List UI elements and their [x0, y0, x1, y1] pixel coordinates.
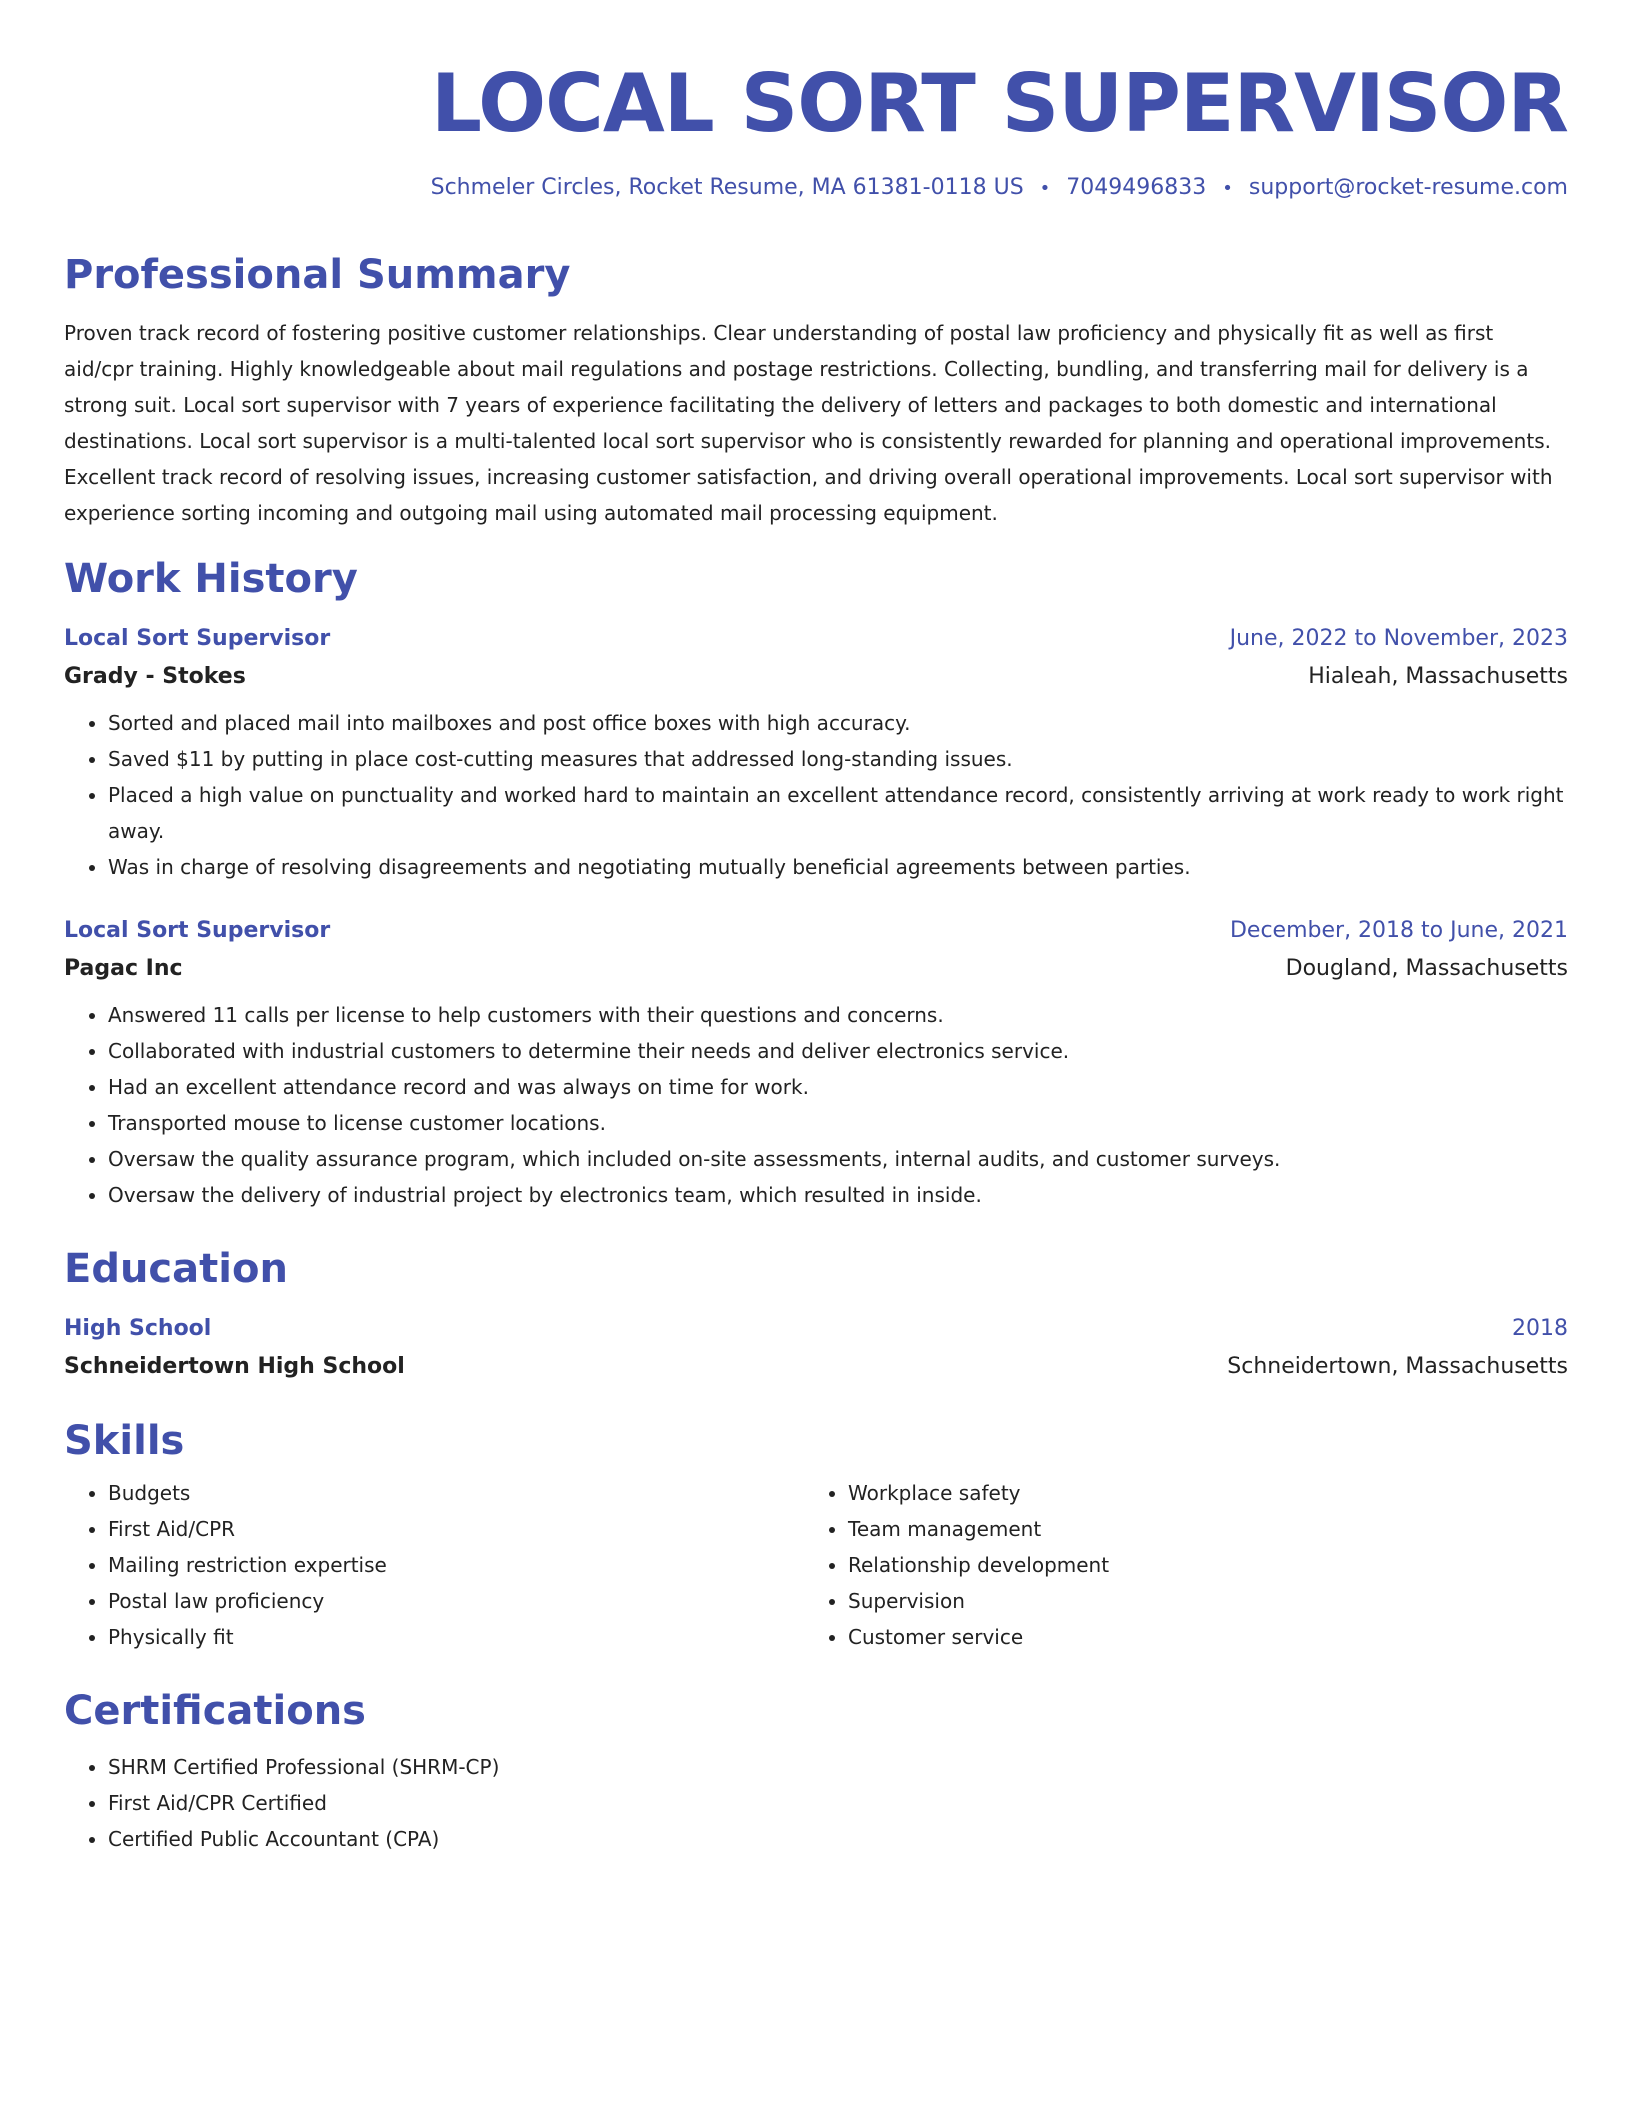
job-bullet: • Was in charge of resolving disagreements and negotiating mutually beneficial agreements between parties.: [108, 849, 1568, 885]
skill-item: • Team management: [848, 1511, 1568, 1547]
job-role: Local Sort Supervisor: [64, 626, 331, 651]
contact-email: support@rocket-resume.com: [1248, 175, 1568, 200]
section-title-work: Work History: [64, 556, 358, 602]
skill-item: • Relationship development: [848, 1547, 1568, 1583]
skill-item: • Budgets: [108, 1475, 804, 1511]
job-bullet: • Placed a high value on punctuality and worked hard to maintain an excellent attendance record, consistently arriving at work ready to work right away.: [108, 777, 1568, 849]
job-bullet: • Oversaw the quality assurance program, which included on-site assessments, internal audits, and customer surveys.: [108, 1141, 1568, 1177]
skills-list: [64, 1475, 1568, 1655]
job-header: [64, 915, 1568, 947]
contact-address: Schmeler Circles, Rocket Resume, MA 61381-0118 US: [430, 175, 1024, 200]
certification-item: • SHRM Certified Professional (SHRM-CP): [108, 1749, 1568, 1785]
job-dates: June, 2022 to November, 2023: [1229, 626, 1568, 651]
education-entry: [64, 1313, 1568, 1383]
contact-separator: •: [1222, 178, 1233, 199]
job-bullet: • Had an excellent attendance record and was always on time for work.: [108, 1069, 1568, 1105]
job-bullet: • Collaborated with industrial customers to determine their needs and deliver electronics service.: [108, 1033, 1568, 1069]
job-bullet: • Oversaw the delivery of industrial project by electronics team, which resulted in inside.: [108, 1177, 1568, 1213]
skill-item: • First Aid/CPR: [108, 1511, 804, 1547]
skills-column-right: [804, 1475, 1568, 1655]
job-bullet: • Transported mouse to license customer locations.: [108, 1105, 1568, 1141]
job-subheader: [64, 655, 1568, 693]
contact-phone: 7049496833: [1066, 175, 1207, 200]
skill-item: • Mailing restriction expertise: [108, 1547, 804, 1583]
job-bullet: • Sorted and placed mail into mailboxes and post office boxes with high accuracy.: [108, 705, 1568, 741]
skill-item: • Supervision: [848, 1583, 1568, 1619]
job-location: Hialeah, Massachusetts: [1308, 664, 1568, 689]
contact-line: [64, 172, 1568, 205]
section-title-education: Education: [64, 1246, 288, 1292]
job-header: [64, 623, 1568, 655]
section-title-summary: Professional Summary: [64, 252, 571, 298]
skill-item: • Physically fit: [108, 1619, 804, 1655]
education-year: 2018: [1512, 1316, 1568, 1341]
skill-item: • Postal law proficiency: [108, 1583, 804, 1619]
skill-item: • Workplace safety: [848, 1475, 1568, 1511]
certification-item: • First Aid/CPR Certified: [108, 1785, 1568, 1821]
job-company: Grady - Stokes: [64, 664, 246, 689]
job-subheader: [64, 947, 1568, 985]
skills-column-left: [64, 1475, 804, 1655]
education-subheader: [64, 1345, 1568, 1383]
certification-item: • Certified Public Accountant (CPA): [108, 1821, 1568, 1857]
job-entry: [64, 915, 1568, 1213]
job-location: Dougland, Massachusetts: [1285, 956, 1568, 981]
section-title-certifications: Certifications: [64, 1688, 366, 1734]
skill-item: • Customer service: [848, 1619, 1568, 1655]
job-role: Local Sort Supervisor: [64, 918, 331, 943]
education-degree: High School: [64, 1316, 212, 1341]
summary-text: Proven track record of fostering positive customer relationships. Clear understanding of postal law proficiency and physically fit as well as first aid/cpr training. Highly knowledgeable about mail regulations and postage restrictions. Collecting, bundling, and transferring mail for delivery is a strong suit. Local sort supervisor with 7 years of experience facilitating the delivery of letters and packages to both domestic and international destinations. Local sort supervisor is a multi-talented local sort supervisor who is consistently rewarded for planning and operational improvements. Excellent track record of resolving issues, increasing customer satisfaction, and driving overall operational improvements. Local sort supervisor with experience sorting incoming and outgoing mail using automated mail processing equipment.: [64, 321, 1553, 525]
section-title-skills: Skills: [64, 1418, 185, 1464]
education-school: Schneidertown High School: [64, 1354, 405, 1379]
resume-name: LOCAL SORT SUPERVISOR: [430, 57, 1568, 150]
education-header: [64, 1313, 1568, 1345]
job-bullets: [64, 705, 1568, 885]
education-location: Schneidertown, Massachusetts: [1227, 1354, 1568, 1379]
job-bullets: [64, 997, 1568, 1213]
job-bullet: • Saved $11 by putting in place cost-cutting measures that addressed long-standing issues.: [108, 741, 1568, 777]
job-company: Pagac Inc: [64, 956, 183, 981]
job-entry: [64, 623, 1568, 885]
contact-separator: •: [1039, 178, 1051, 199]
job-dates: December, 2018 to June, 2021: [1229, 918, 1568, 943]
certifications-list: [64, 1749, 1568, 1857]
resume-page: [64, 56, 1568, 1857]
job-bullet: • Answered 11 calls per license to help customers with their questions and concerns.: [108, 997, 1568, 1033]
